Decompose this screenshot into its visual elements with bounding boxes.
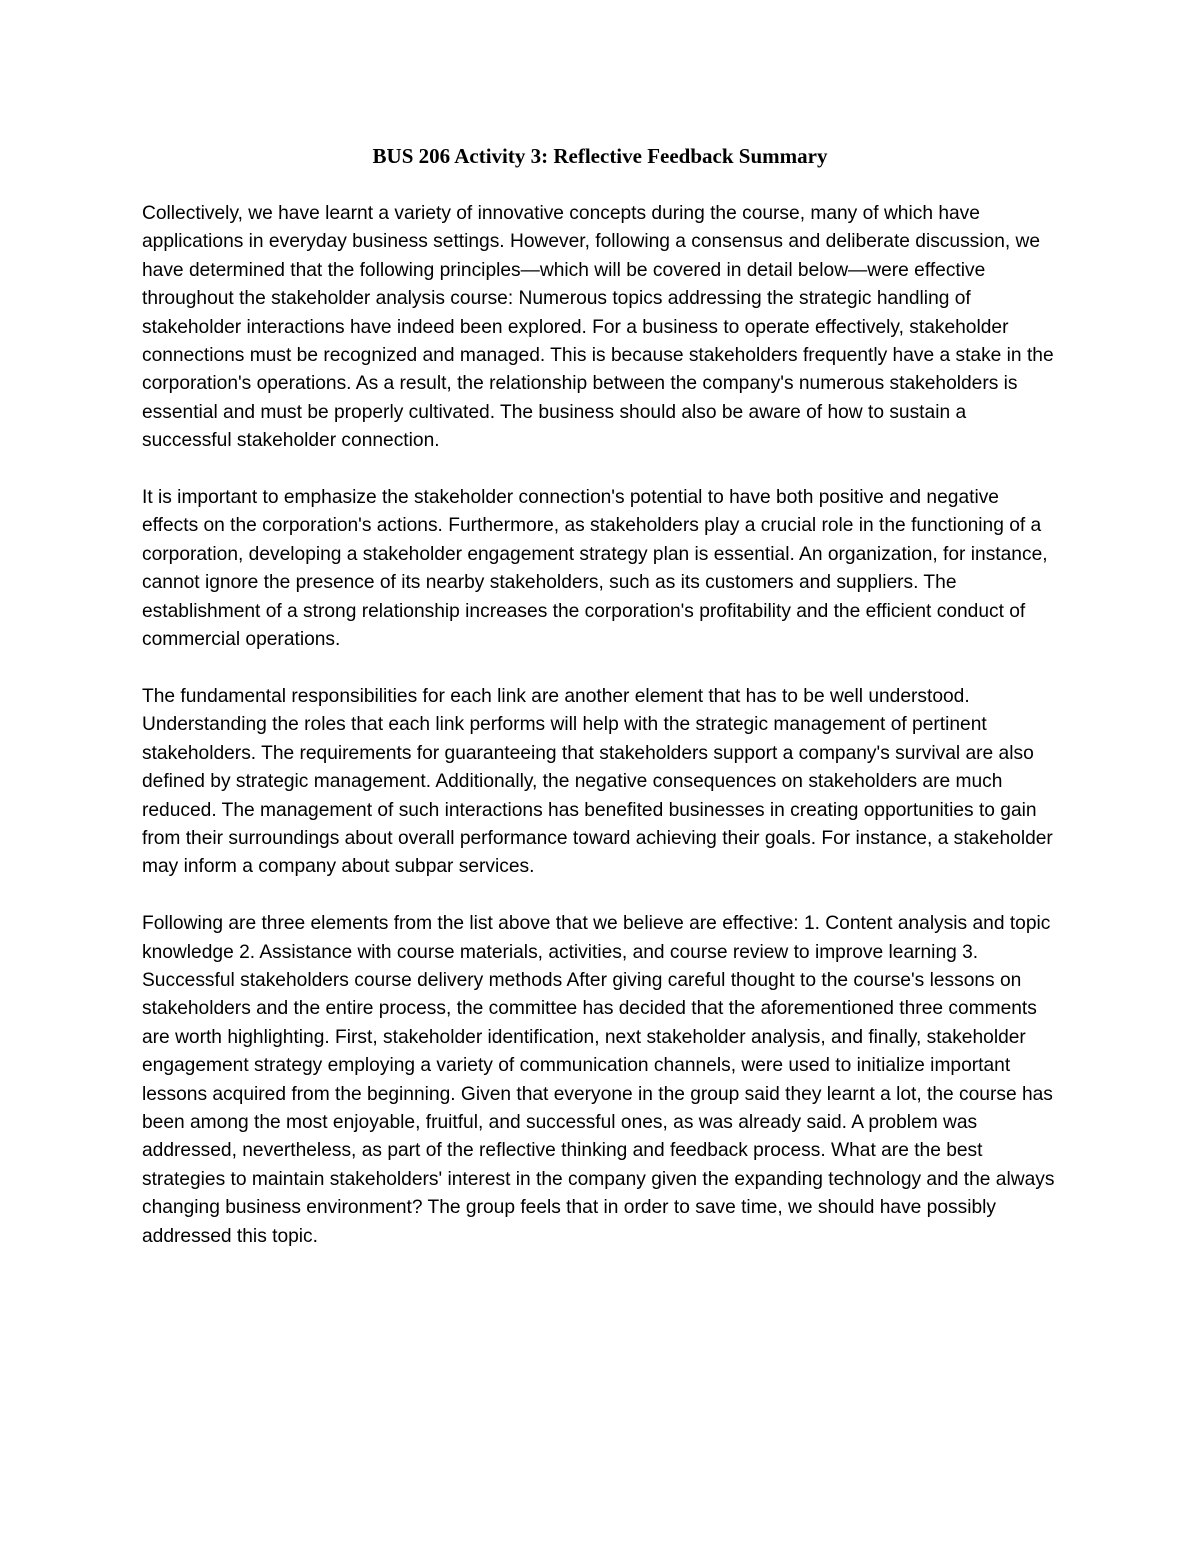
paragraph-4: Following are three elements from the list above that we believe are effective: 1. Content analysis and topic knowledge 2. Assistance with course materials, activities, and course review to improve learning 3. Successful stakeholders course delivery methods After giving careful thought to the course's lessons on stakeholders and the entire process, the committee has decided that the aforementioned three comments are worth highlighting. First, stakeholder identification, next stakeholder analysis, and finally, stakeholder engagement strategy employing a variety of communication channels, were used to initialize important lessons acquired from the beginning. Given that everyone in the group said they learnt a lot, the course has been among the most enjoyable, fruitful, and successful ones, as was already said. A problem was addressed, nevertheless, as part of the reflective thinking and feedback process. What are the best strategies to maintain stakeholders' interest in the company given the expanding technology and the always changing business environment? The group feels that in order to save time, we should have possibly addressed this topic. [142,913,1055,1247]
document-body [142,200,1060,1279]
paragraph-2: It is important to emphasize the stakeholder connection's potential to have both positive and negative effects on the corporation's actions. Furthermore, as stakeholders play a crucial role in the functioning of a corporation, developing a stakeholder engagement strategy plan is essential. An organization, for instance, cannot ignore the presence of its nearby stakeholders, such as its customers and suppliers. The establishment of a strong relationship increases the corporation's profitability and the efficient conduct of commercial operations. [142,487,1048,651]
document-title: BUS 206 Activity 3: Reflective Feedback Summary [372,144,828,168]
paragraph-1: Collectively, we have learnt a variety of innovative concepts during the course, many of which have applications in everyday business settings. However, following a consensus and deliberate discussion, we have determined that the following principles—which will be covered in detail below—were effective throughout the stakeholder analysis course: Numerous topics addressing the strategic handling of stakeholder interactions have indeed been explored. For a business to operate effectively, stakeholder connections must be recognized and managed. This is because stakeholders frequently have a stake in the corporation's operations. As a result, the relationship between the company's numerous stakeholders is essential and must be properly cultivated. The business should also be aware of how to sustain a successful stakeholder connection. [142,203,1054,452]
paragraph-3: The fundamental responsibilities for each link are another element that has to be well understood. Understanding the roles that each link performs will help with the strategic management of pertinent stakeholders. The requirements for guaranteeing that stakeholders support a company's survival are also defined by strategic management. Additionally, the negative consequences on stakeholders are much reduced. The management of such interactions has benefited businesses in creating opportunities to gain from their surroundings about overall performance toward achieving their goals. For instance, a stakeholder may inform a company about subpar services. [142,685,1053,878]
